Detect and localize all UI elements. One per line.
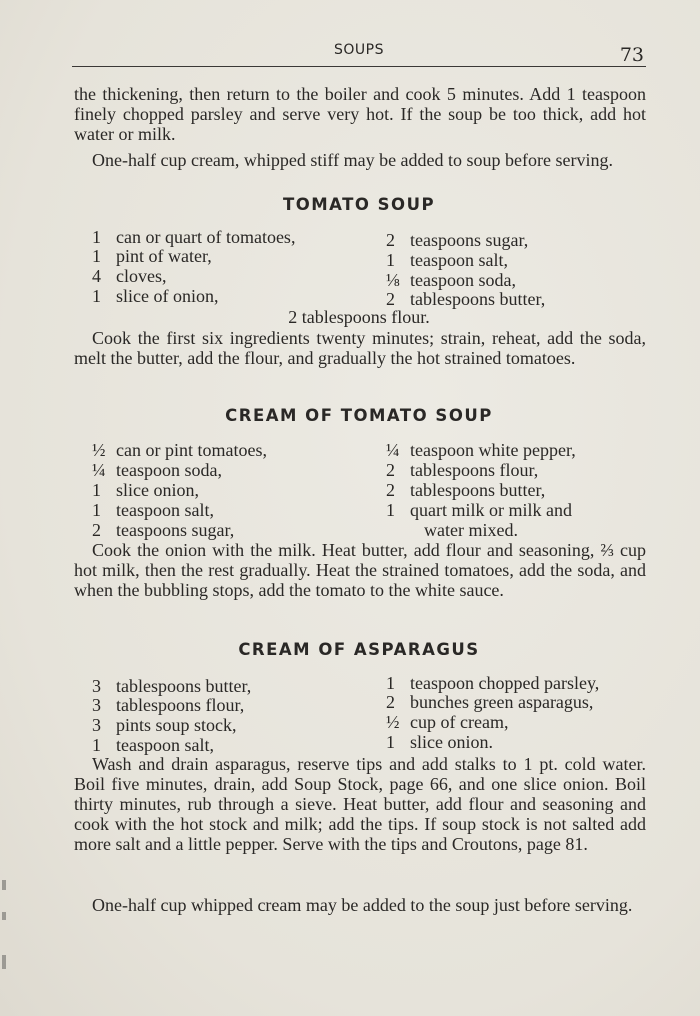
ingredient-qty: 2: [386, 692, 395, 712]
ingredient-qty: 1: [386, 500, 395, 520]
ingredient: [92, 480, 199, 500]
ingredient-text: quart milk or milk and: [410, 500, 572, 520]
running-title: SOUPS: [334, 42, 384, 58]
running-header: [72, 38, 646, 67]
ingredient-text: slice onion.: [410, 732, 493, 752]
ingredient-text: slice of onion,: [116, 286, 219, 306]
ingredient-text: tablespoons flour,: [410, 460, 539, 480]
ingredient-qty: 1: [92, 286, 101, 306]
ingredient: [92, 676, 251, 696]
recipe-note: One-half cup whipped cream may be added to the soup just before serving.: [92, 895, 633, 915]
ingredient-text: teaspoon soda,: [410, 270, 516, 290]
ingredient-text: teaspoon salt,: [410, 250, 508, 270]
ingredient-text: slice onion,: [116, 480, 199, 500]
ingredient-qty: 1: [386, 732, 395, 752]
ingredient: [92, 227, 295, 247]
ingredient: [92, 520, 234, 540]
ingredient-text: teaspoon salt,: [116, 500, 214, 520]
ingredient: [386, 732, 493, 752]
ingredient: [92, 715, 237, 735]
ingredient-qty: ¼: [92, 460, 106, 480]
ingredient: [386, 270, 516, 290]
ingredient-text: water mixed.: [424, 520, 518, 540]
ingredient-qty: 2: [92, 520, 101, 540]
ingredient-qty: 2: [386, 289, 395, 309]
recipe-title-cream-of-asparagus: CREAM OF ASPARAGUS: [238, 640, 480, 659]
ingredient: [386, 673, 599, 693]
ingredient-text: cup of cream,: [410, 712, 509, 732]
ingredient: [92, 286, 218, 306]
ingredient-text: teaspoons sugar,: [410, 230, 529, 250]
ingredient-qty: 3: [92, 676, 101, 696]
page-edge-mark: [2, 955, 6, 969]
ingredient: [386, 250, 508, 270]
ingredient: [386, 480, 545, 500]
ingredient-text: can or pint tomatoes,: [116, 440, 267, 460]
ingredient: [386, 500, 572, 520]
ingredient: [92, 460, 222, 480]
page-number: 73: [619, 44, 644, 66]
page-edge-mark: [2, 880, 6, 890]
recipe-method: Wash and drain asparagus, reserve tips and add stalks to 1 pt. cold water. Boil five minutes, drain, add Soup Stock, page 66, and one slice onion. Boil thirty minutes, rub through a sieve. Heat butter, add flour and seasoning and cook with the hot stock and milk; add the tips. If soup stock is not salted add more salt and a little pepper. Serve with the tips and Croutons, page 81.: [74, 754, 646, 854]
recipe-method: Cook the onion with the milk. Heat butter, add flour and seasoning, ⅔ cup hot milk, then the rest gradually. Heat the strained tomatoes, add the soda, and when the bubbling stops, add the tomato to the white sauce.: [74, 540, 646, 600]
ingredient: [92, 735, 214, 755]
ingredient-text: cloves,: [116, 266, 167, 286]
ingredient-qty: 2: [386, 460, 395, 480]
ingredient: [386, 289, 545, 309]
ingredient: [92, 695, 244, 715]
ingredient: [386, 712, 508, 732]
ingredient-text: teaspoons sugar,: [116, 520, 235, 540]
ingredient: [92, 440, 267, 460]
recipe-title-cream-of-tomato: CREAM OF TOMATO SOUP: [225, 406, 493, 425]
ingredient-qty: 4: [92, 266, 101, 286]
ingredient-qty: 1: [386, 673, 395, 693]
page-edge-mark: [2, 912, 6, 920]
intro-note: One-half cup cream, whipped stiff may be added to soup before serving.: [92, 150, 613, 170]
ingredient-text: tablespoons butter,: [116, 676, 252, 696]
ingredient-qty: ½: [92, 440, 106, 460]
ingredient-text: teaspoon soda,: [116, 460, 222, 480]
ingredient-text: teaspoon white pepper,: [410, 440, 576, 460]
ingredient: [386, 460, 538, 480]
ingredient-qty: ¼: [386, 440, 400, 460]
ingredient-qty: 3: [92, 715, 101, 735]
ingredient-qty: 1: [92, 227, 101, 247]
ingredient-text: tablespoons flour,: [116, 695, 245, 715]
ingredient: [92, 266, 166, 286]
ingredient-text: tablespoons butter,: [410, 480, 546, 500]
ingredient-qty: 3: [92, 695, 101, 715]
ingredient: [92, 500, 214, 520]
ingredient-qty: 2: [386, 230, 395, 250]
ingredient-qty: 1: [92, 500, 101, 520]
ingredient: [386, 692, 593, 712]
ingredient-qty: ½: [386, 712, 400, 732]
ingredient-text: teaspoon salt,: [116, 735, 214, 755]
ingredient-text: bunches green asparagus,: [410, 692, 594, 712]
ingredient-text: can or quart of tomatoes,: [116, 227, 296, 247]
intro-paragraph: the thickening, then return to the boiler and cook 5 minutes. Add 1 teaspoon finely chopped parsley and serve very hot. If the soup be too thick, add hot water or milk.: [74, 84, 646, 144]
recipe-title-tomato-soup: TOMATO SOUP: [282, 195, 436, 214]
ingredient-qty: 1: [92, 246, 101, 266]
ingredient-text: pints soup stock,: [116, 715, 237, 735]
ingredient-qty: 1: [92, 480, 101, 500]
ingredient: [92, 246, 212, 266]
ingredient-text: pint of water,: [116, 246, 212, 266]
ingredient-final: 2 tablespoons flour.: [288, 307, 430, 327]
ingredient: [386, 440, 576, 460]
ingredient-qty: 1: [92, 735, 101, 755]
ingredient-continued: [424, 520, 518, 540]
ingredient-qty: ⅛: [386, 270, 400, 290]
ingredient-text: tablespoons butter,: [410, 289, 546, 309]
ingredient: [386, 230, 528, 250]
recipe-method: Cook the first six ingredients twenty minutes; strain, reheat, add the soda, melt the butter, add the flour, and gradually the hot strained tomatoes.: [74, 328, 646, 368]
ingredient-text: teaspoon chopped parsley,: [410, 673, 600, 693]
ingredient-qty: 2: [386, 480, 395, 500]
ingredient-qty: 1: [386, 250, 395, 270]
